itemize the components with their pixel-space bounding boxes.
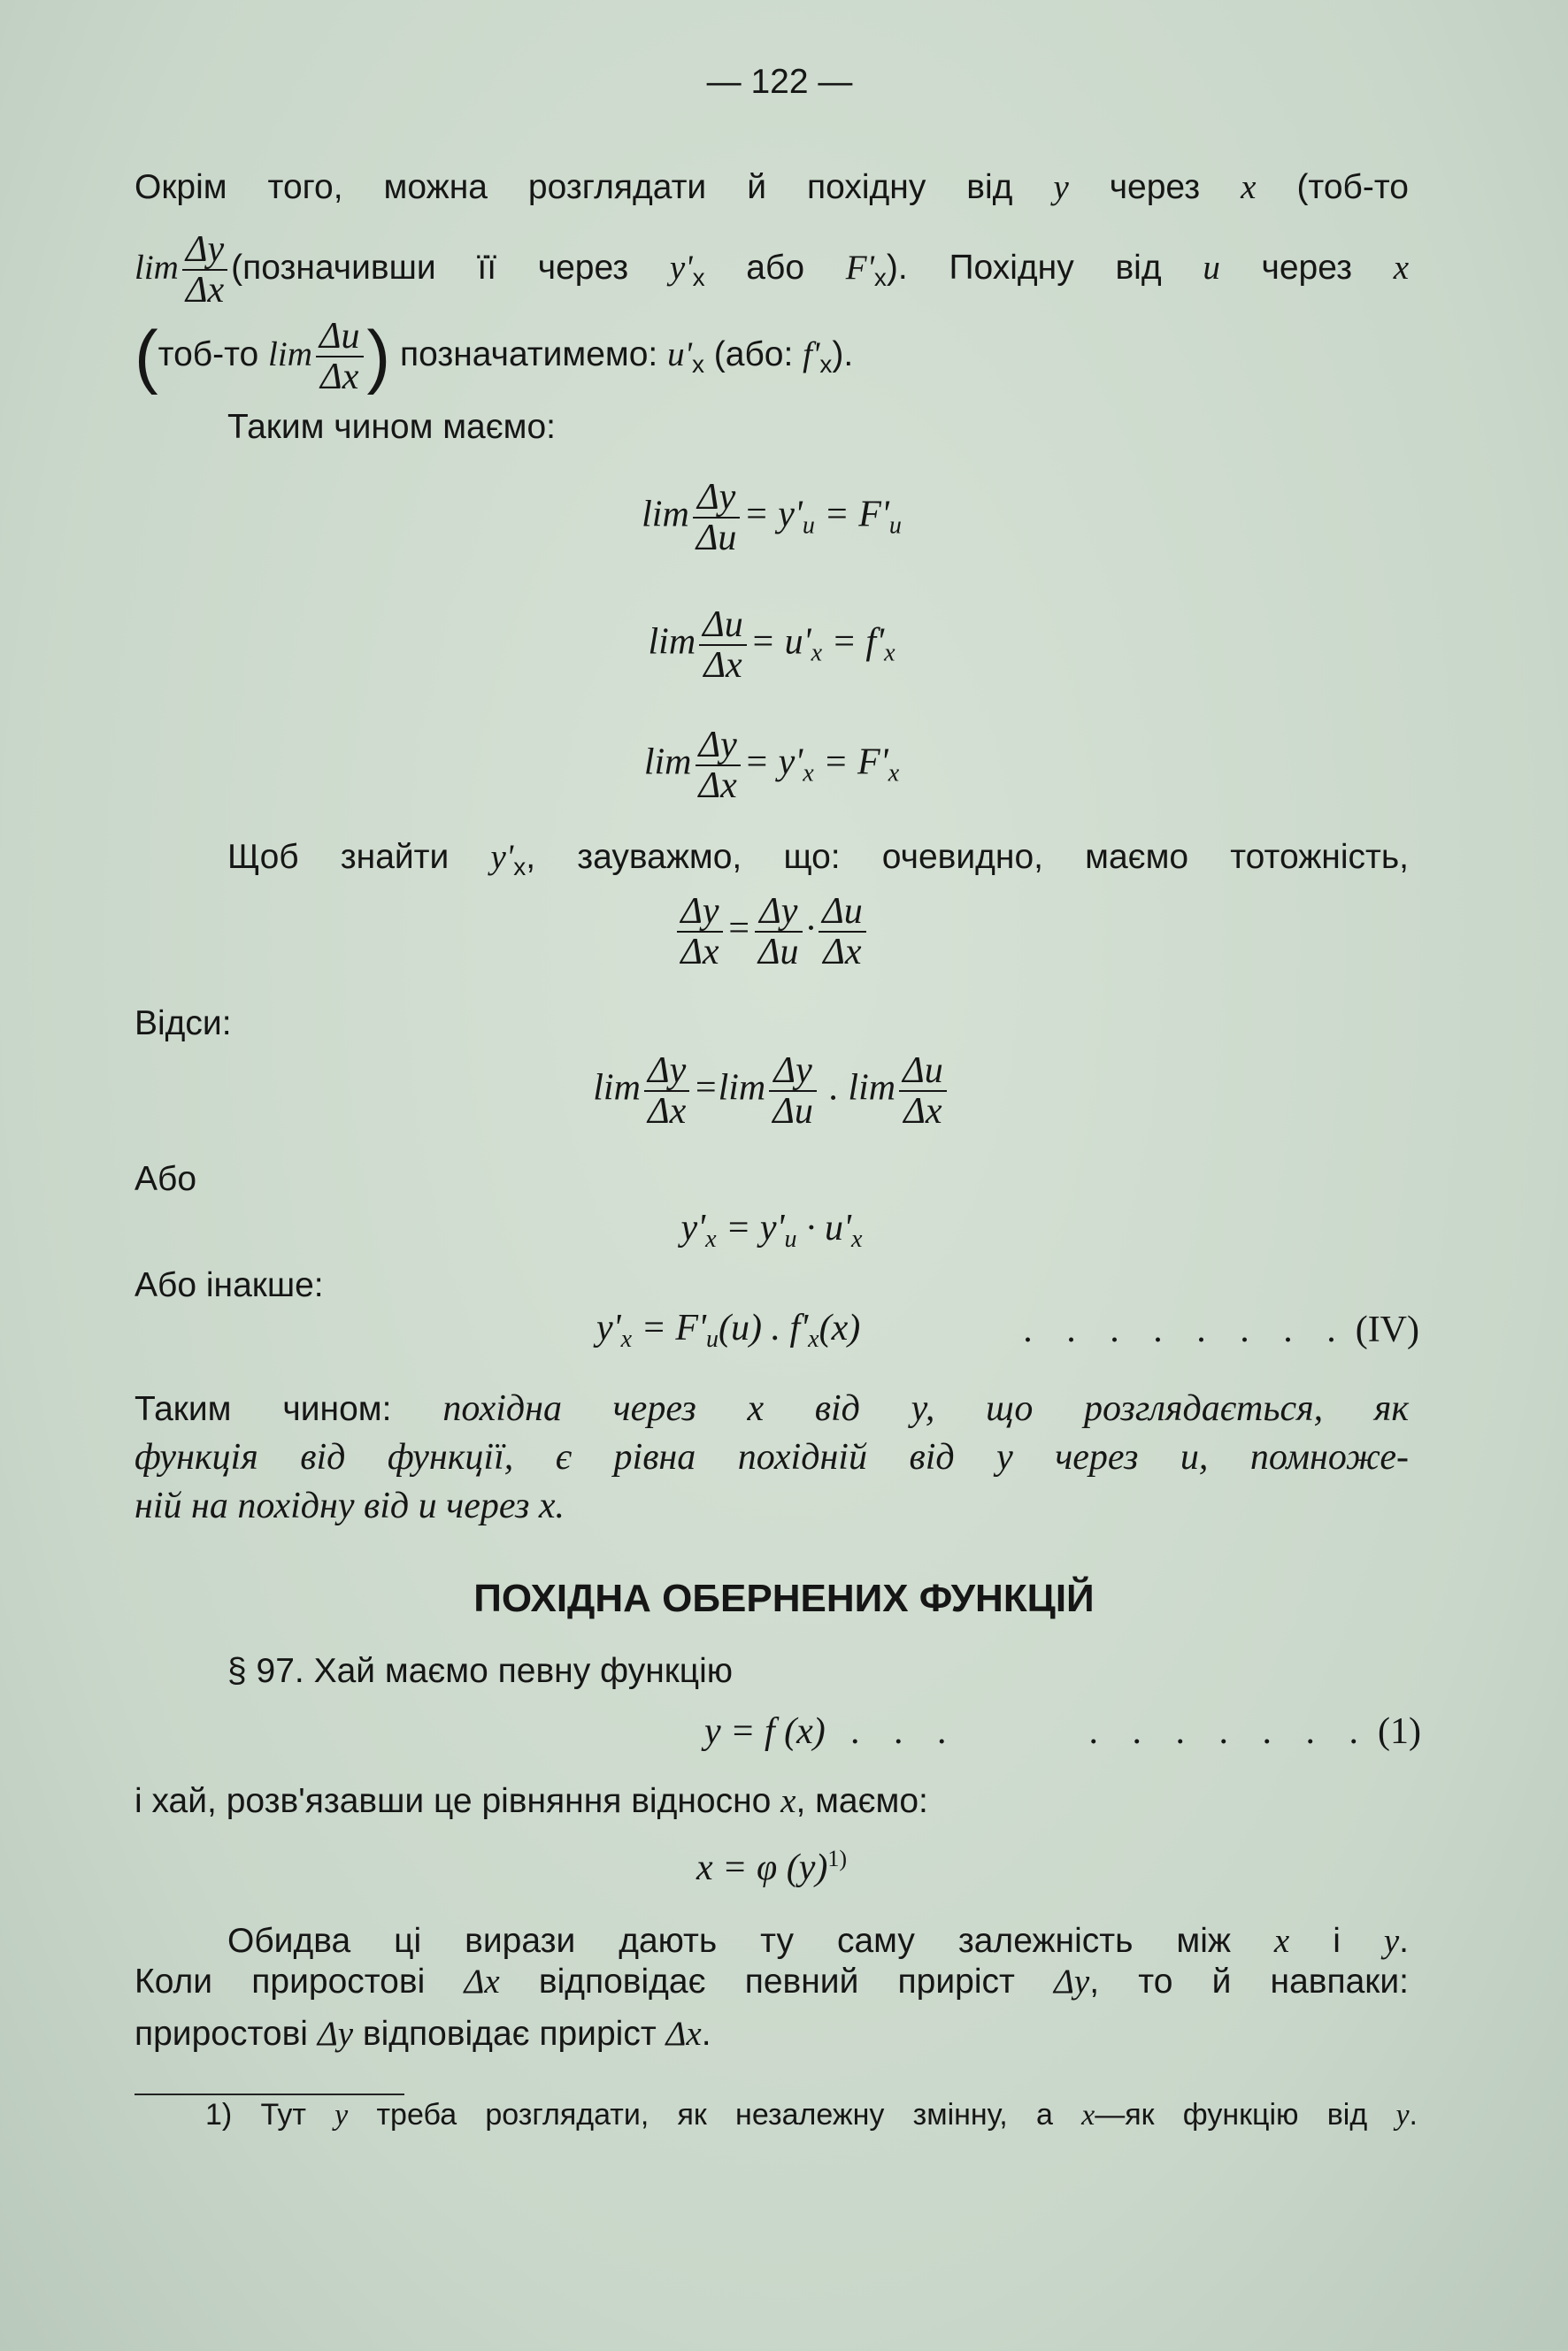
paragraph-line <box>135 1384 1409 1433</box>
var: y' <box>490 838 514 876</box>
lim: lim <box>718 1067 766 1109</box>
numerator: Δu <box>699 605 747 646</box>
paren: ( <box>135 316 158 396</box>
section-heading: ПОХІДНА ОБЕРНЕНИХ ФУНКЦІЙ <box>473 1577 1095 1620</box>
subscript: u <box>802 511 815 540</box>
text: (або: <box>703 335 803 373</box>
fraction <box>769 1051 817 1131</box>
text: Тут <box>260 2098 335 2132</box>
subscript: x <box>884 639 895 667</box>
limit-equation <box>0 1051 1543 1131</box>
text: Коли приростові <box>135 1963 465 2001</box>
paragraph-line: ній на похідну від u через x. <box>135 1486 565 1526</box>
lim: lim <box>135 249 179 287</box>
text: = f' <box>822 621 885 663</box>
equation <box>596 1307 860 1354</box>
text: і хай, розв'язавши це рівняння відносно <box>135 1782 781 1820</box>
subscript: x <box>851 1225 863 1253</box>
text: (u) . f' <box>719 1307 809 1348</box>
denominator: Δx <box>320 356 359 397</box>
fraction <box>693 478 741 557</box>
var: y <box>334 2099 349 2132</box>
text: ). <box>832 335 854 373</box>
text: . <box>1409 2098 1418 2132</box>
equation <box>0 478 1543 557</box>
page-number: — 122 — <box>706 63 853 101</box>
footnote-mark: 1) <box>205 2098 233 2132</box>
subscript: x <box>808 1325 819 1353</box>
inverse-equation <box>0 1846 1543 1889</box>
numerator: Δy <box>755 892 803 933</box>
text: = y' <box>743 741 803 783</box>
text: · <box>805 908 816 949</box>
text: = u' <box>749 621 811 663</box>
text: , то й навпаки: <box>1089 1963 1409 2001</box>
subscript: x <box>811 639 823 667</box>
leader-dots: . . . . . . . . <box>1023 1310 1349 1350</box>
lim: lim <box>643 741 692 783</box>
paren: ) <box>366 316 391 396</box>
text: через <box>1219 249 1394 287</box>
fraction <box>677 892 722 972</box>
paragraph-line: Або <box>135 1160 197 1198</box>
subscript: x <box>873 264 887 291</box>
var: y <box>1395 2099 1410 2132</box>
text: тоб-то <box>158 335 269 373</box>
paragraph-line <box>227 833 1409 882</box>
subscript: x <box>691 350 704 378</box>
denominator: Δx <box>647 1091 687 1132</box>
lim: lim <box>593 1067 641 1109</box>
numbered-equation-iv <box>596 1305 1419 1355</box>
fraction <box>899 1051 947 1131</box>
footnote <box>205 2090 1418 2140</box>
numerator: Δy <box>696 726 741 766</box>
text: через <box>1068 168 1241 206</box>
paragraph-line <box>135 315 1409 395</box>
numerator: Δu <box>819 892 866 933</box>
fraction <box>755 892 803 972</box>
var: Δx <box>464 1963 500 2001</box>
subscript: x <box>819 350 833 378</box>
text: ). Похідну від <box>886 249 1203 287</box>
denominator: Δx <box>823 932 862 972</box>
subscript: u <box>706 1325 719 1353</box>
numerator: Δu <box>899 1051 947 1092</box>
equation-label: (1) <box>1378 1711 1421 1752</box>
lim: lim <box>268 335 312 373</box>
leader-dots: . . . . . . . . . . <box>850 1711 1372 1752</box>
numerator: Δy <box>644 1051 689 1092</box>
denominator: Δu <box>696 518 737 558</box>
var: u' <box>667 335 692 373</box>
subscript: x <box>513 853 527 880</box>
text: Таким чином: <box>135 1390 443 1428</box>
fraction <box>696 726 741 805</box>
fraction <box>182 230 227 310</box>
numerator: Δy <box>769 1051 817 1092</box>
text: . <box>701 2015 711 2053</box>
paragraph-line: Або інакше: <box>135 1266 324 1304</box>
text: —як функцію від <box>1095 2098 1396 2132</box>
text: треба розглядати, як незалежну змінну, а <box>348 2098 1082 2132</box>
paragraph-line: Відси: <box>135 1004 232 1042</box>
fraction <box>316 317 364 396</box>
lim: lim <box>848 1067 896 1109</box>
fraction <box>644 1051 689 1131</box>
var: F' <box>845 249 874 287</box>
paragraph-line <box>135 1777 1409 1826</box>
lim: lim <box>642 494 689 535</box>
lim: lim <box>648 621 696 663</box>
subscript: x <box>620 1325 633 1353</box>
var: Δx <box>665 2015 702 2053</box>
text: = F' <box>632 1307 707 1348</box>
chain-rule-equation <box>0 1207 1543 1254</box>
var: x <box>1273 1922 1290 1960</box>
var: y <box>1053 168 1069 206</box>
numerator: Δy <box>182 230 227 271</box>
numerator: Δy <box>677 892 722 933</box>
equation: y = f (x) <box>704 1711 826 1752</box>
text: відповідає приріст <box>353 2015 666 2053</box>
subscript: x <box>888 759 900 788</box>
text: = <box>693 1067 719 1109</box>
text: = F' <box>814 494 889 535</box>
text: , маємо: <box>796 1782 928 1820</box>
text: і <box>1289 1922 1384 1960</box>
var: f' <box>803 335 820 373</box>
text: . <box>819 1067 849 1109</box>
paragraph-line <box>135 163 1409 212</box>
fraction <box>699 605 747 685</box>
subscript: x <box>692 264 705 291</box>
var: x <box>1081 2099 1095 2132</box>
denominator: Δu <box>772 1091 813 1132</box>
identity-equation <box>0 892 1543 972</box>
text: відповідає певний приріст <box>499 1963 1055 2001</box>
paragraph-line: функція від функції, є рівна похідній від y через u, помноже- <box>135 1437 1409 1478</box>
subscript: u <box>784 1225 797 1253</box>
equation-label: (IV) <box>1355 1310 1419 1350</box>
denominator: Δx <box>703 645 742 686</box>
footnote-ref: 1) <box>827 1846 847 1871</box>
text: = y' <box>716 1208 785 1248</box>
text: = <box>726 908 751 949</box>
denominator: Δx <box>903 1091 942 1132</box>
text: позначатимемо: <box>390 335 668 373</box>
text: y' <box>680 1208 706 1248</box>
text: (x) <box>819 1307 861 1348</box>
text: = F' <box>813 741 888 783</box>
text: y' <box>596 1307 621 1348</box>
paragraph-line <box>135 228 1409 311</box>
denominator: Δx <box>698 765 737 806</box>
var: Δy <box>317 2015 354 2053</box>
numerator: Δy <box>693 478 741 519</box>
italic-text: похідна через x від y, що розглядається, як <box>442 1388 1409 1429</box>
fraction <box>819 892 866 972</box>
text: Щоб знайти <box>227 838 491 876</box>
subscript: x <box>803 759 814 788</box>
text: (тоб-то <box>1256 168 1409 206</box>
denominator: Δx <box>185 269 225 311</box>
text: = y' <box>743 494 803 535</box>
text: Обидва ці вирази дають ту саму залежність між <box>227 1922 1274 1960</box>
text: . <box>1399 1922 1409 1960</box>
var: x <box>1241 168 1257 206</box>
text: x = φ (y) <box>696 1848 828 1888</box>
text: або <box>704 249 846 287</box>
paragraph-line: § 97. Хай маємо певну функцію <box>227 1652 734 1690</box>
var: y' <box>669 249 693 287</box>
text: Окрім того, можна розглядати й похідну від <box>135 168 1054 206</box>
var: y <box>1383 1922 1400 1960</box>
text: · u' <box>796 1208 852 1248</box>
var: x <box>780 1782 796 1820</box>
var: u <box>1203 249 1220 287</box>
subscript: u <box>888 511 902 540</box>
equation <box>0 605 1543 685</box>
denominator: Δx <box>680 932 719 972</box>
paragraph-line: Таким чином маємо: <box>227 408 556 446</box>
text: (позначивши її через <box>231 249 670 287</box>
var: x <box>1393 249 1409 287</box>
denominator: Δu <box>757 932 799 972</box>
text: приростові <box>135 2015 318 2053</box>
equation <box>0 726 1543 805</box>
subscript: x <box>705 1225 717 1253</box>
numbered-equation-1 <box>704 1707 1421 1756</box>
paragraph-line <box>135 2009 1409 2059</box>
numerator: Δu <box>316 317 364 357</box>
var: Δy <box>1054 1963 1090 2001</box>
paragraph-line <box>135 1957 1409 2007</box>
text: , зауважмо, що: очевидно, маємо тотожність, <box>526 838 1410 876</box>
